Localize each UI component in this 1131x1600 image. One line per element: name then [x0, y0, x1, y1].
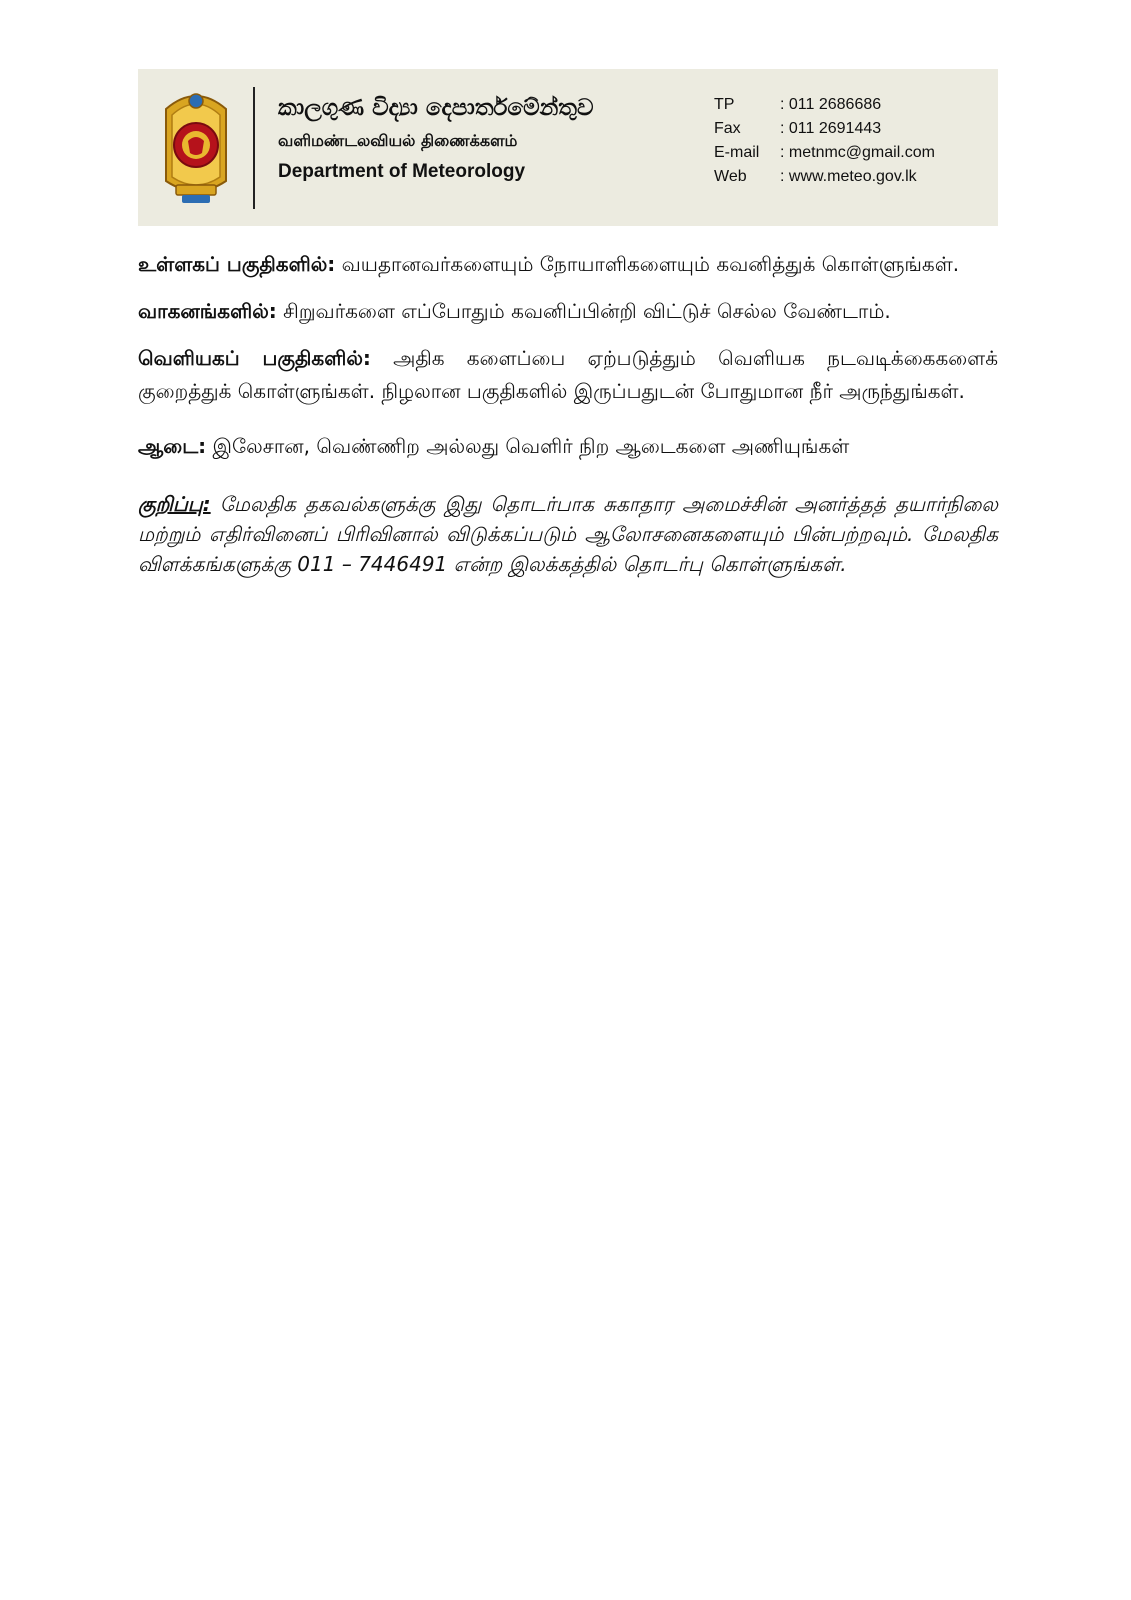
- advice-text: இலேசான, வெண்ணிற அல்லது வெளிர் நிற ஆடைகளை அணியுங்கள்: [206, 434, 850, 458]
- contact-label: Web: [714, 168, 747, 185]
- organization-names: [278, 91, 594, 187]
- org-name-tamil: வளிமண்டலவியல் திணைக்களம்: [278, 131, 518, 150]
- note-paragraph: [138, 489, 998, 579]
- advice-paragraph-vehicles: [138, 295, 998, 328]
- contact-value: : 011 2691443: [780, 120, 882, 137]
- contact-value: : www.meteo.gov.lk: [780, 168, 917, 185]
- advice-heading: ஆடை:: [138, 434, 207, 458]
- advice-heading: வாகனங்களில்:: [138, 299, 277, 323]
- contact-row-web: [714, 165, 935, 189]
- advice-paragraph-clothing: [138, 430, 998, 463]
- contact-details: [714, 93, 935, 189]
- letterhead-divider: [253, 87, 255, 209]
- advice-heading: வெளியகப் பகுதிகளில்:: [138, 346, 371, 370]
- contact-label: TP: [714, 96, 735, 113]
- advice-paragraph-outdoors: [138, 342, 998, 408]
- advice-paragraph-indoors: [138, 248, 998, 281]
- letterhead: [138, 69, 998, 226]
- contact-row-fax: [714, 117, 935, 141]
- org-name-sinhala: කාලගුණ විද්‍යා දෙපාර්තමේන්තුව: [278, 95, 594, 121]
- contact-row-phone: [714, 93, 935, 117]
- advisory-content: [138, 248, 998, 599]
- advice-text: அதிக களைப்பை ஏற்படுத்தும் வெளியக நடவடிக்கைகளைக் குறைத்துக் கொள்ளுங்கள். நிழலான பகுதிகளில் இருப்பதுடன் போதுமான நீர் அருந்துங்கள்.: [138, 346, 999, 403]
- advice-text: வயதானவர்களையும் நோயாளிகளையும் கவனித்துக் கொள்ளுங்கள்.: [335, 252, 960, 276]
- advice-heading: உள்ளகப் பகுதிகளில்:: [138, 252, 336, 276]
- contact-label: Fax: [714, 120, 741, 137]
- contact-value: : metnmc@gmail.com: [780, 144, 935, 161]
- sri-lanka-emblem-icon: [158, 89, 234, 207]
- contact-row-email: [714, 141, 935, 165]
- contact-label: E-mail: [714, 144, 760, 161]
- advice-text: சிறுவர்களை எப்போதும் கவனிப்பின்றி விட்டுச் செல்ல வேண்டாம்.: [276, 299, 891, 323]
- contact-value: : 011 2686686: [780, 96, 882, 113]
- org-name-english: Department of Meteorology: [278, 161, 526, 182]
- note-heading: குறிப்பு:: [138, 492, 211, 516]
- note-text: மேலதிக தகவல்களுக்கு இது தொடர்பாக சுகாதார அமைச்சின் அனர்த்தத் தயார்நிலை மற்றும் எதிர்வினைப் பிரிவினால் விடுக்கப்படும் ஆலோசனைகளையும் பின்பற்றவும். மேலதிக விளக்கங்களுக்கு 011 – 7446491 என்ற இலக்கத்தில் தொடர்பு கொள்ளுங்கள்.: [138, 492, 998, 576]
